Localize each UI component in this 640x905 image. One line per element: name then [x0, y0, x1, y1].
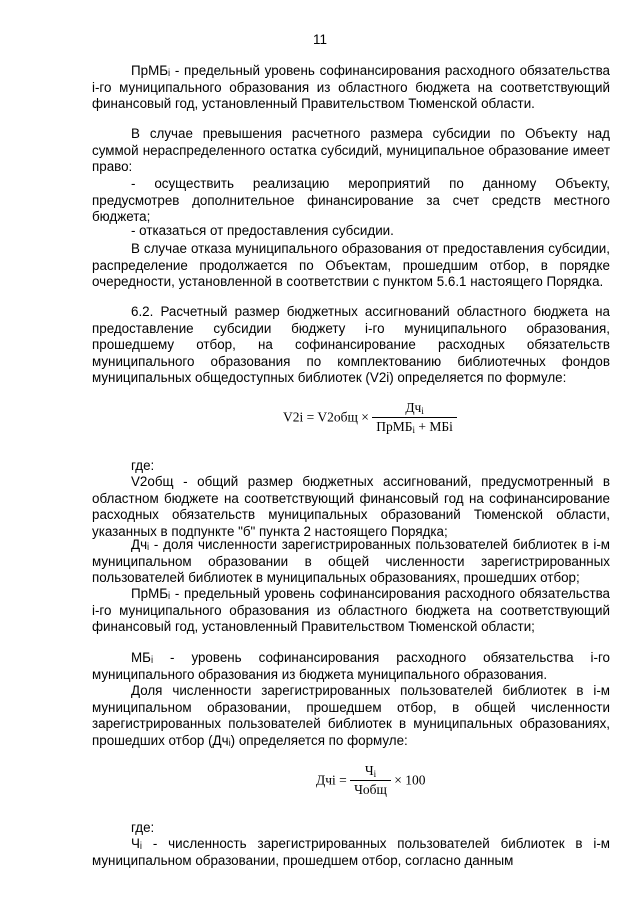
paragraph-subsidy-excess: В случае превышения расчетного размера субсидии по Объекту над суммой нераспределенного остатка субсидий, муниципальное образование имеет право: — [92, 126, 610, 174]
paragraph-v2obsh-definition: V2общ - общий размер бюджетных ассигнований, предусмотренный в областном бюджете на соответствующий финансовый год на софинансирование расходных обязательств муниципальных образований Тюменской области, указанных в подпункте "б" пункта 2 настоящего Порядка; — [92, 474, 610, 539]
paragraph-dchi-definition: Дчᵢ - доля численности зарегистрированных пользователей библиотек в i-м муниципальном образовании в общей численности зарегистрированных пользователей библиотек в муниципальных образованиях, прошедших отбор; — [92, 537, 610, 585]
paragraph-mbi-definition: МБᵢ - уровень софинансирования расходного обязательства i-го муниципального образования из бюджета муниципального образования. — [92, 650, 610, 682]
paragraph-6-2: 6.2. Расчетный размер бюджетных ассигнований областного бюджета на предоставление субсидии бюджету i-го муниципального образования, прошедшему отбор, на софинансирование расходных обязательств муниципального образования по комплектованию библиотечных фондов муниципальных общедоступных библиотек (V2i) определяется по формуле: — [92, 304, 610, 385]
formula-v2i-numerator: $Дч_i$ — [372, 400, 457, 418]
formula-dchi-fraction — [350, 763, 391, 798]
paragraph-option-implement: - осуществить реализацию мероприятий по данному Объекту, предусмотрев дополнительное финансирование за счет средств местного бюджета; — [92, 176, 610, 224]
formula-v2i-lhs: V2i = V2общ × — [283, 409, 369, 425]
paragraph-share-formula-intro: Доля численности зарегистрированных пользователей библиотек в i-м муниципальном образовании, прошедшем отбор, в общей численности зарегистрированных пользователей библиотек в муниципальных образованиях, прошедших отбор (Дчᵢ) определяется по формуле: — [92, 683, 610, 748]
where-label-1: где: — [131, 458, 155, 473]
paragraph-option-refuse: - отказаться от предоставления субсидии. — [131, 223, 394, 238]
paragraph-prmb-definition: ПрМБᵢ - предельный уровень софинансирования расходного обязательства i-го муниципального образования из областного бюджета на соответствующий финансовый год, установленный Правительством Тюменской области. — [92, 63, 610, 111]
formula-v2i-denominator: ПрМБ$_i$ + МБi — [376, 419, 453, 435]
paragraph-prmbi-definition: ПрМБᵢ - предельный уровень софинансирования расходного обязательства i-го муниципального образования из областного бюджета на соответствующий финансовый год, установленный Правительством Тюменской области; — [92, 586, 610, 634]
formula-dchi — [316, 763, 426, 798]
formula-dchi-numerator: $Ч_i$ — [350, 763, 391, 781]
formula-dchi-denominator: Чобщ — [354, 782, 387, 797]
formula-dchi-rhs: × 100 — [394, 772, 426, 788]
formula-v2i — [283, 400, 457, 435]
paragraph-chi-definition: Чᵢ - численность зарегистрированных пользователей библиотек в i-м муниципальном образовании, прошедшем отбор, согласно данным — [92, 836, 610, 868]
formula-dchi-lhs: Дчi = — [316, 772, 347, 788]
paragraph-refusal-case: В случае отказа муниципального образования от предоставления субсидии, распределение продолжается по Объектам, прошедшим отбор, в порядке очередности, установленной в соответствии с пунктом 5.6.1 настоящего Порядка. — [92, 241, 610, 289]
formula-v2i-fraction — [372, 400, 457, 435]
where-label-2: где: — [131, 820, 155, 835]
page-number: 11 — [312, 32, 327, 47]
